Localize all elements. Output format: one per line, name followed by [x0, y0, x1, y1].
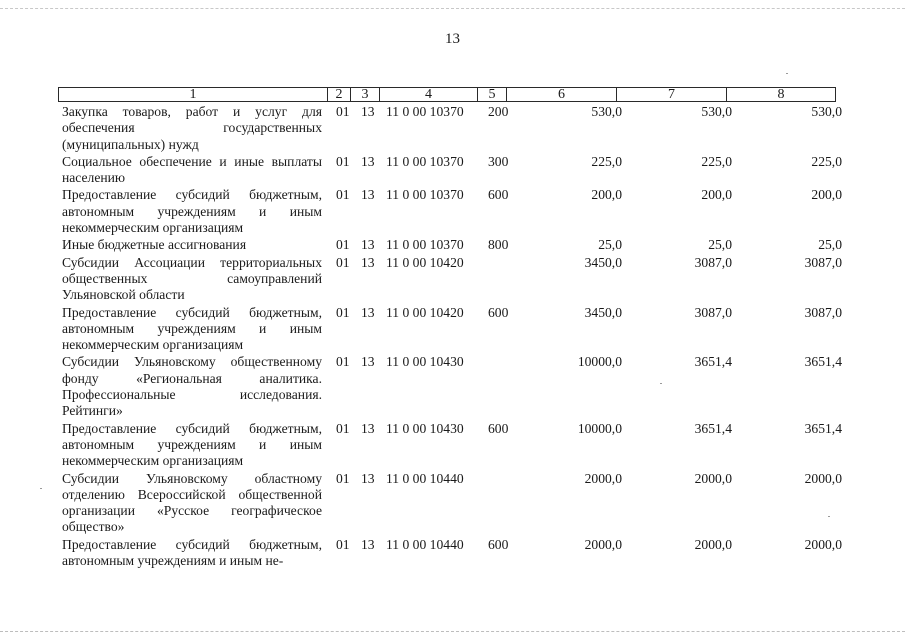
row-value-col6: 3450,0: [584, 254, 622, 270]
row-expense-type: 600: [488, 187, 509, 203]
row-name: Предоставление субсидий бюджетным, автономным учреждениям и иным некоммерческим организациям: [62, 420, 322, 469]
column-header-table: [58, 87, 836, 102]
row-value-col8: 225,0: [811, 153, 842, 169]
scan-speck: [786, 73, 788, 74]
row-value-col8: 25,0: [818, 237, 842, 253]
row-value-col8: 2000,0: [804, 470, 842, 486]
row-section: 01: [336, 104, 350, 119]
header-row: [59, 88, 836, 102]
row-name: Социальное обеспечение и иные выплаты населению: [62, 153, 322, 186]
row-target-article: 11 0 00 10440: [386, 536, 464, 552]
row-section: 01: [336, 304, 350, 320]
row-name: Субсидии Ассоциации территориальных общественных самоуправлений Ульяновской области: [62, 254, 322, 303]
row-target-article: 11 0 00 10370: [386, 237, 464, 253]
table-row: [62, 537, 844, 571]
row-value-col8: 3087,0: [804, 304, 842, 320]
scan-edge-top: [0, 8, 905, 9]
row-expense-type: 800: [488, 237, 509, 253]
row-value-col6: 2000,0: [584, 470, 622, 486]
row-value-col7: 3087,0: [694, 254, 732, 270]
header-col-8: 8: [727, 88, 836, 102]
row-subsection: 13: [361, 153, 375, 169]
row-value-col6: 225,0: [591, 153, 622, 169]
budget-table: [62, 104, 844, 570]
row-subsection: 13: [361, 420, 375, 436]
row-value-col7: 3651,4: [694, 354, 732, 370]
row-target-article: 11 0 00 10370: [386, 187, 464, 203]
table-row: [62, 354, 844, 420]
row-subsection: 13: [361, 354, 375, 370]
scan-speck: [828, 516, 830, 517]
row-expense-type: [482, 354, 517, 420]
table-row: [62, 255, 844, 305]
row-name: Предоставление субсидий бюджетным, автономным учреждениям и иным некоммерческим организациям: [62, 187, 322, 236]
page-number: 13: [445, 31, 460, 47]
header-col-1: 1: [59, 88, 328, 102]
row-expense-type: 600: [488, 536, 509, 552]
scan-edge-bottom: [0, 631, 905, 632]
row-section: 01: [336, 237, 350, 253]
row-value-col8: 2000,0: [804, 536, 842, 552]
row-value-col8: 530,0: [811, 104, 842, 119]
row-value-col8: 3087,0: [804, 254, 842, 270]
row-target-article: 11 0 00 10370: [386, 104, 464, 119]
row-expense-type: 600: [488, 420, 509, 436]
row-value-col6: 10000,0: [577, 420, 622, 436]
row-value-col6: 530,0: [591, 104, 622, 119]
row-value-col8: 200,0: [811, 187, 842, 203]
row-value-col7: 2000,0: [694, 536, 732, 552]
scan-speck: [40, 488, 42, 489]
scan-speck: [660, 383, 662, 384]
row-subsection: 13: [361, 187, 375, 203]
row-subsection: 13: [361, 104, 375, 119]
row-subsection: 13: [361, 254, 375, 270]
row-section: 01: [336, 536, 350, 552]
row-subsection: 13: [361, 536, 375, 552]
table-row: [62, 471, 844, 537]
row-expense-type: [482, 471, 517, 537]
row-name: Субсидии Ульяновскому общественному фонду «Региональная аналитика. Профессиональные исследования. Рейтинги»: [62, 354, 322, 419]
row-value-col6: 2000,0: [584, 536, 622, 552]
row-target-article: 11 0 00 10430: [386, 420, 464, 436]
row-name: Иные бюджетные ассигнования: [62, 237, 247, 253]
header-col-5: 5: [478, 88, 507, 102]
row-value-col8: 3651,4: [804, 354, 842, 370]
row-section: 01: [336, 470, 350, 486]
row-section: 01: [336, 187, 350, 203]
header-col-2: 2: [328, 88, 351, 102]
row-section: 01: [336, 254, 350, 270]
row-target-article: 11 0 00 10370: [386, 153, 464, 169]
row-expense-type: 200: [488, 104, 509, 119]
row-section: 01: [336, 153, 350, 169]
row-value-col7: 225,0: [701, 153, 732, 169]
row-target-article: 11 0 00 10430: [386, 354, 464, 370]
row-name: Закупка товаров, работ и услуг для обеспечения государственных (муниципальных) нужд: [62, 104, 322, 152]
table-row: [62, 421, 844, 471]
table-row: [62, 154, 844, 188]
row-name: Субсидии Ульяновскому областному отделению Всероссийской общественной организации «Русское географическое общество»: [62, 470, 322, 535]
row-target-article: 11 0 00 10420: [386, 254, 464, 270]
row-value-col7: 2000,0: [694, 470, 732, 486]
row-subsection: 13: [361, 304, 375, 320]
row-value-col7: 3651,4: [694, 420, 732, 436]
row-value-col7: 25,0: [708, 237, 732, 253]
row-section: 01: [336, 420, 350, 436]
row-expense-type: 300: [488, 153, 509, 169]
row-value-col6: 200,0: [591, 187, 622, 203]
row-value-col6: 10000,0: [577, 354, 622, 370]
row-name: Предоставление субсидий бюджетным, автономным учреждениям и иным некоммерческим организациям: [62, 304, 322, 353]
row-value-col7: 3087,0: [694, 304, 732, 320]
row-value-col7: 200,0: [701, 187, 732, 203]
table-row: [62, 237, 844, 254]
row-value-col8: 3651,4: [804, 420, 842, 436]
row-expense-type: [482, 255, 517, 305]
header-col-3: 3: [351, 88, 380, 102]
row-target-article: 11 0 00 10440: [386, 470, 464, 486]
table-row: [62, 305, 844, 355]
row-subsection: 13: [361, 470, 375, 486]
row-subsection: 13: [361, 237, 375, 253]
row-target-article: 11 0 00 10420: [386, 304, 464, 320]
table-row: [62, 187, 844, 237]
header-col-4: 4: [380, 88, 478, 102]
table-row: [62, 104, 844, 154]
row-value-col6: 3450,0: [584, 304, 622, 320]
row-name: Предоставление субсидий бюджетным, автономным учреждениям и иным не-: [62, 536, 322, 569]
row-value-col6: 25,0: [598, 237, 622, 253]
header-col-7: 7: [617, 88, 727, 102]
header-col-6: 6: [507, 88, 617, 102]
row-section: 01: [336, 354, 350, 370]
row-expense-type: 600: [488, 304, 509, 320]
row-value-col7: 530,0: [701, 104, 732, 119]
